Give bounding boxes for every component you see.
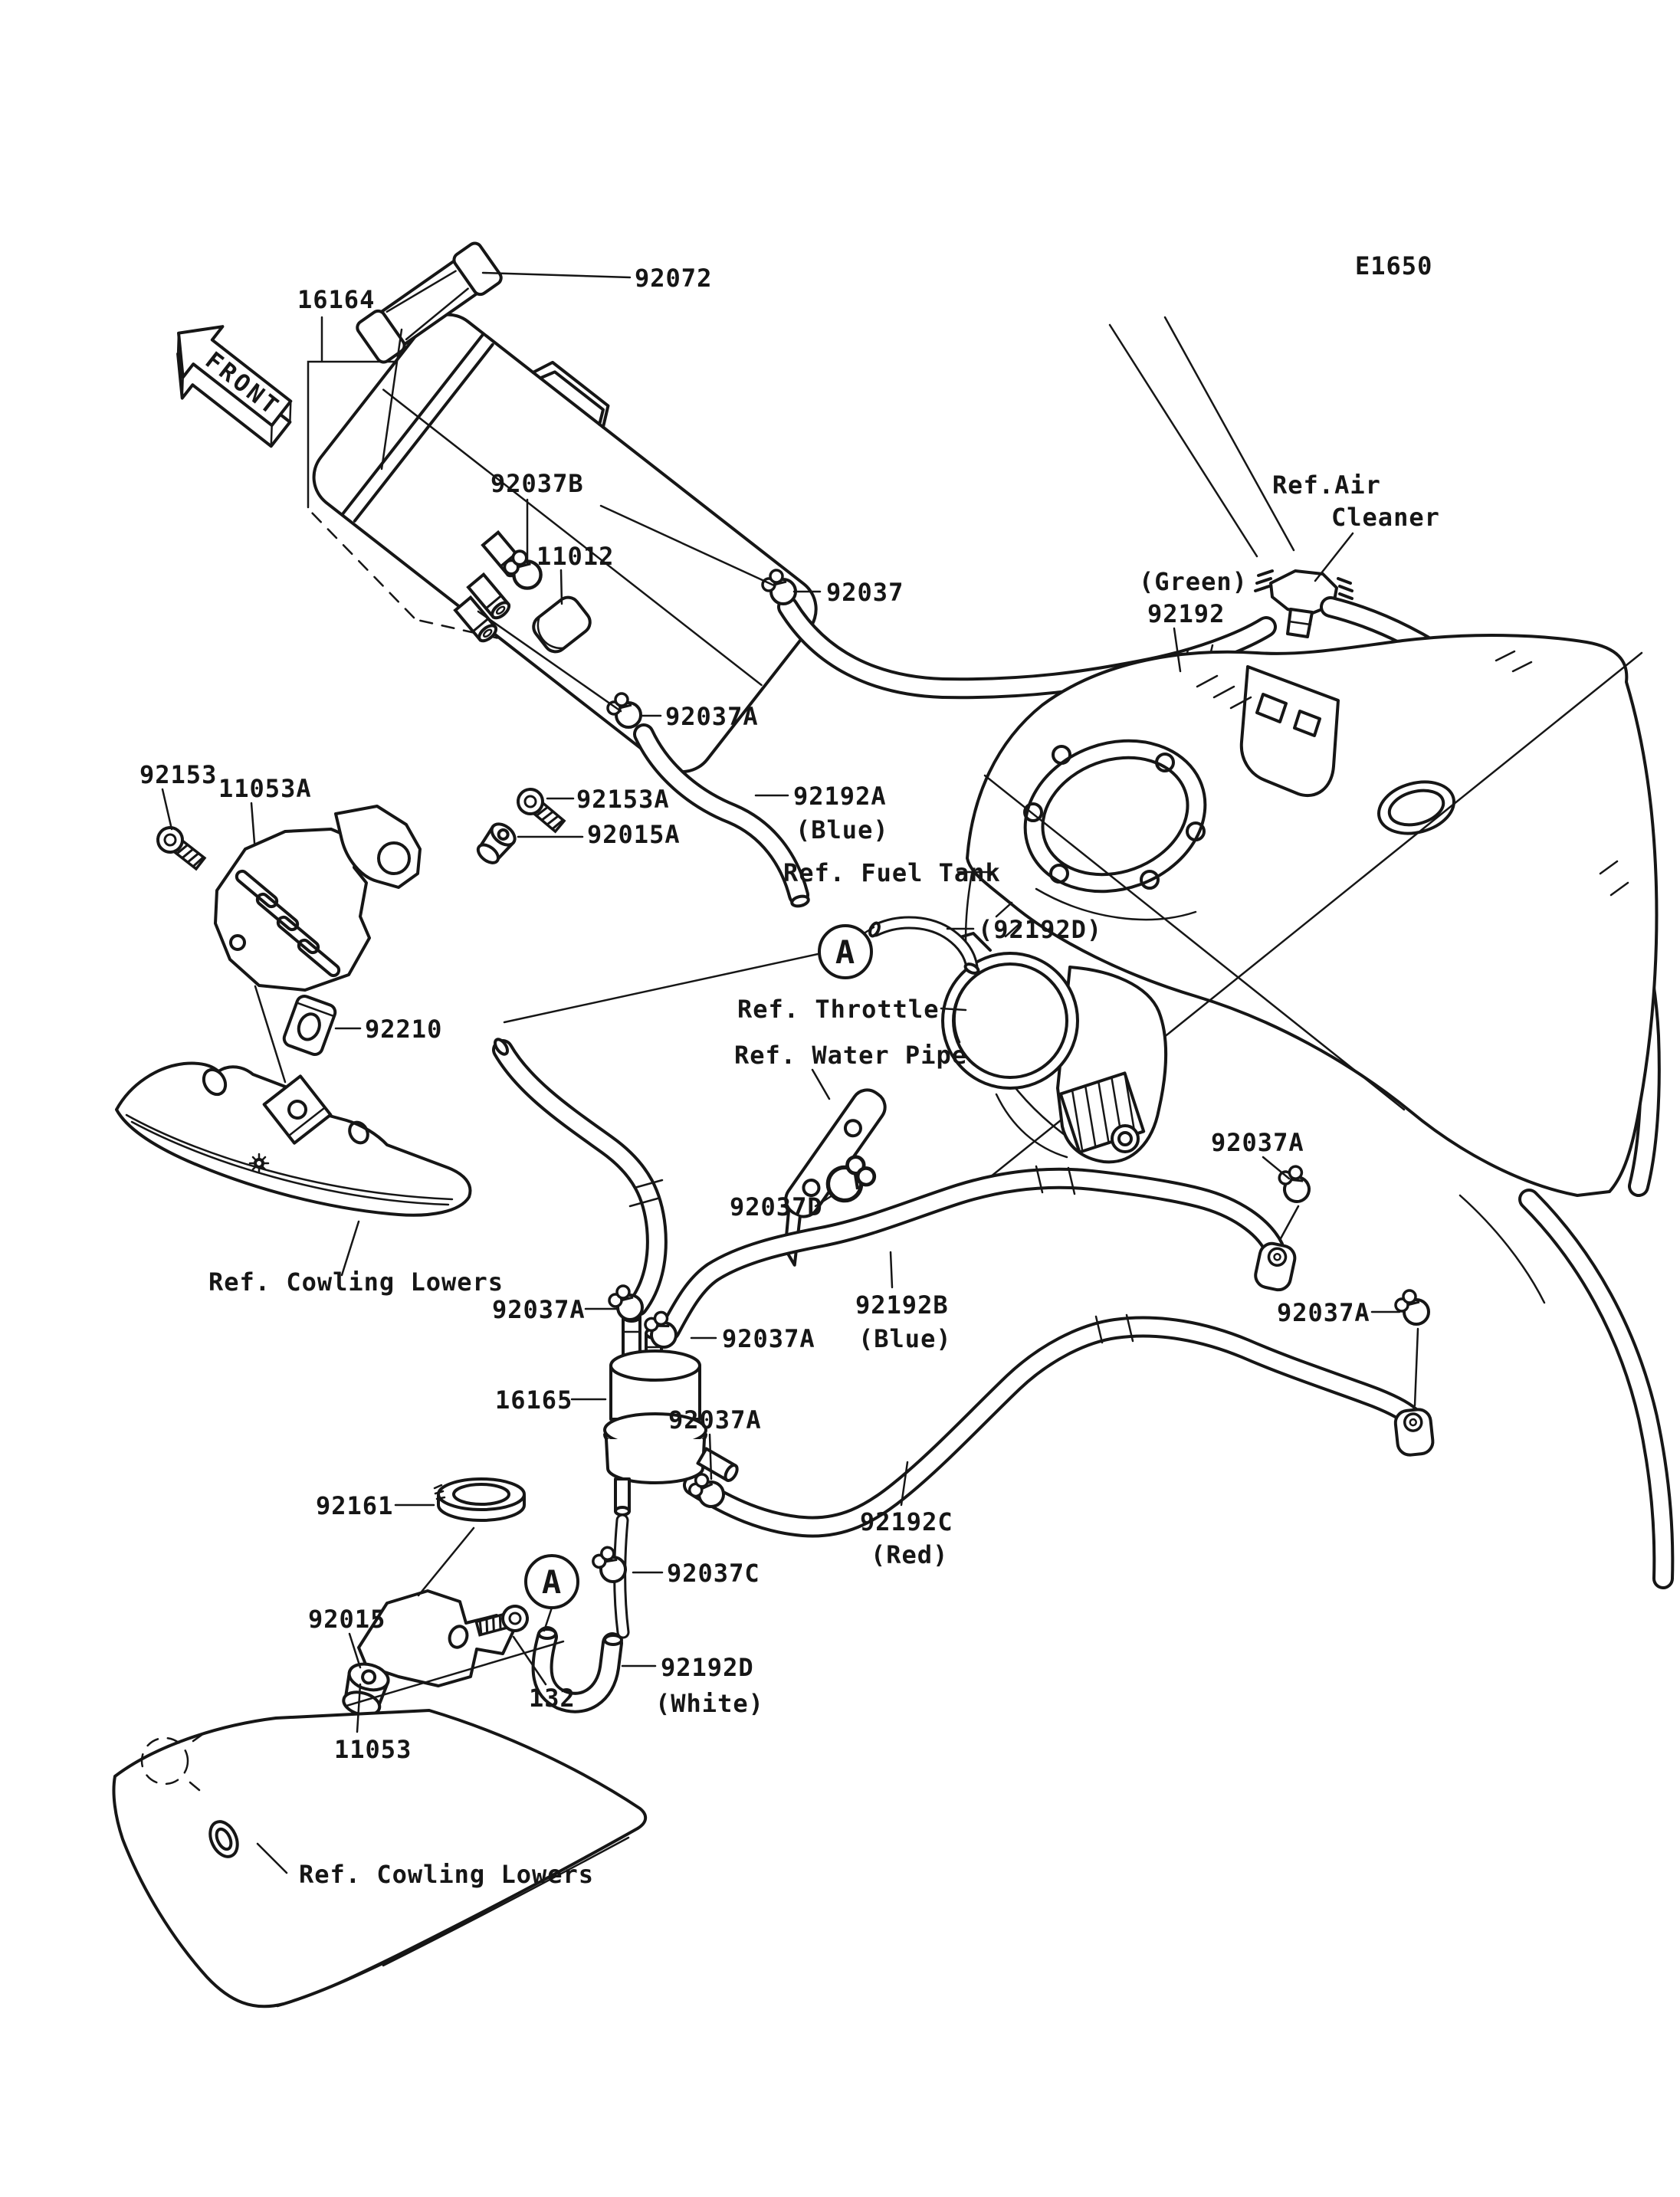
label-ref-water-pipe: Ref. Water Pipe	[734, 1041, 967, 1070]
label-part-16164: 16164	[297, 285, 376, 314]
clamp-92037a-5	[1396, 1290, 1429, 1324]
label-part-92153a: 92153A	[576, 785, 670, 814]
label-part-16165: 16165	[495, 1385, 573, 1415]
label-ref-air-cleaner-2: Cleaner	[1331, 503, 1440, 532]
clip-92210	[282, 994, 337, 1057]
label-part-92192c: 92192C	[860, 1507, 953, 1536]
label-part-92192: 92192	[1147, 599, 1226, 628]
label-ref-cowling-lowers-2: Ref. Cowling Lowers	[299, 1860, 595, 1889]
label-part-92192a: 92192A	[793, 782, 887, 811]
label-part-92037c: 92037C	[667, 1559, 760, 1588]
clamp-92037a-4	[1273, 1162, 1315, 1205]
label-part-92037a-2: 92037A	[492, 1295, 586, 1324]
label-part-92037a-5: 92037A	[1277, 1298, 1370, 1327]
label-part-11053: 11053	[334, 1735, 412, 1764]
label-part-92037d: 92037D	[730, 1192, 823, 1221]
cowling-lowers-upper-ref	[116, 1063, 470, 1215]
nut-92015a	[474, 820, 519, 867]
svg-text:A: A	[541, 1563, 563, 1601]
label-part-92037: 92037	[826, 578, 904, 607]
label-ref-throttle: Ref. Throttle	[737, 995, 940, 1024]
label-ref-cowling-lowers-1: Ref. Cowling Lowers	[208, 1267, 504, 1297]
label-part-92015a: 92015A	[587, 820, 681, 849]
label-ref-fuel-tank: Ref. Fuel Tank	[783, 858, 1001, 887]
label-part-11053a: 11053A	[218, 774, 312, 803]
label-part-11012: 11012	[536, 542, 615, 571]
marker-junction-a-1	[819, 926, 871, 978]
front-arrow-label: FRONT	[199, 346, 286, 422]
label-part-92015: 92015	[308, 1605, 386, 1634]
bracket-11053a	[215, 806, 420, 990]
label-part-92037a-4: 92037A	[1211, 1128, 1304, 1157]
marker-junction-a-2	[526, 1556, 578, 1608]
label-part-92192d: 92192D	[661, 1653, 754, 1682]
label-part-92192b: 92192B	[855, 1290, 949, 1320]
label-part-92161: 92161	[316, 1491, 394, 1520]
label-part-92037b: 92037B	[491, 469, 584, 498]
markers-layer	[526, 926, 871, 1608]
label-part-92037a-3: 92037A	[722, 1324, 815, 1353]
ring-92161	[435, 1479, 524, 1520]
screw-92153	[153, 823, 208, 874]
label-part-92192d-upper: (92192D)	[978, 915, 1103, 944]
label-part-92192b-color: (Blue)	[858, 1324, 952, 1353]
svg-text:A: A	[835, 933, 856, 971]
front-arrow	[149, 308, 311, 460]
screw-92153a	[513, 784, 567, 835]
label-part-92192-color: (Green)	[1139, 567, 1248, 596]
hose-92192b-blue	[670, 1166, 1297, 1330]
label-ref-air-cleaner-1: Ref.Air	[1272, 471, 1381, 500]
label-part-92037a-6: 92037A	[668, 1405, 762, 1435]
label-part-92072: 92072	[635, 264, 713, 293]
label-part-92210: 92210	[365, 1015, 443, 1044]
label-part-92192a-color: (Blue)	[796, 815, 889, 844]
label-part-92037a-1: 92037A	[665, 702, 759, 731]
label-part-92192d-color: (White)	[655, 1689, 764, 1718]
frame-tube-right	[1460, 1195, 1663, 1579]
label-part-132: 132	[529, 1684, 576, 1713]
label-part-92192c-color: (Red)	[871, 1540, 949, 1569]
label-code-e1650: E1650	[1355, 251, 1433, 280]
label-part-92153: 92153	[139, 760, 218, 789]
